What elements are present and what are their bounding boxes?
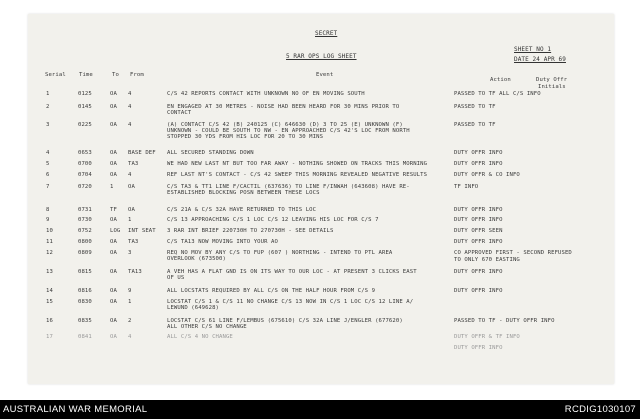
- log-action-line: DUTY OFFR INFO: [454, 269, 503, 275]
- log-action-line: DUTY OFFR INFO: [454, 288, 503, 294]
- log-serial: 3: [46, 122, 50, 128]
- log-time: 0816: [78, 288, 92, 294]
- log-serial: 1: [46, 91, 50, 97]
- log-event-line: OF US: [167, 275, 185, 282]
- log-event-line: STOPPED 30 YDS FROM HIS LOC FOR 20 TO 30 MINS: [167, 134, 324, 141]
- log-to: LOG: [110, 228, 121, 234]
- log-action-line: DUTY OFFR & CO INFO: [454, 172, 520, 178]
- log-from: 3: [128, 250, 132, 256]
- log-time: 0720: [78, 184, 92, 190]
- log-time: 0835: [78, 318, 92, 324]
- log-event-line: (A) CONTACT C/S 42 (B) 240125 (C) 646630 (D) 3 TO 25 (E) UNKNOWN (F): [167, 122, 403, 128]
- log-time: 0145: [78, 104, 92, 110]
- log-action-line: DUTY OFFR INFO: [454, 207, 503, 213]
- log-action-line: DUTY OFFR INFO: [454, 150, 503, 156]
- log-serial: 5: [46, 161, 50, 167]
- log-from: TA3: [128, 161, 139, 167]
- log-action-line: PASSED TO TF - DUTY OFFR INFO: [454, 318, 555, 324]
- log-from: 1: [128, 299, 132, 305]
- log-to: OA: [110, 299, 117, 305]
- log-from: OA: [128, 207, 135, 213]
- classification-heading: SECRET: [315, 30, 338, 37]
- log-event-line: ESTABLISHED BLOCKING POSN BETWEEN THESE LOCS: [167, 190, 320, 197]
- log-action-line: DUTY OFFR INFO: [454, 239, 503, 245]
- log-action-line: DUTY OFFR INFO: [454, 161, 503, 167]
- log-from: 4: [128, 91, 132, 97]
- log-event-line: C/S TA3 & TT1 LINE F/CACTIL (637636) TO LINE F/INWAH (643608) HAVE RE-: [167, 184, 410, 190]
- log-to: OA: [110, 91, 117, 97]
- log-action-line: PASSED TO TF: [454, 104, 496, 110]
- col-header-duty-offr: Duty Offr: [536, 77, 568, 83]
- log-sheet-page: [28, 14, 614, 384]
- log-from: TA13: [128, 269, 142, 275]
- col-header-event: Event: [316, 72, 334, 78]
- log-to: OA: [110, 318, 117, 324]
- log-event-line: A VEH HAS A FLAT GND IS ON ITS WAY TO OUR LOC - AT PRESENT 3 CLICKS EAST: [167, 269, 417, 275]
- footer-bar: [0, 400, 640, 419]
- log-serial: 11: [46, 239, 53, 245]
- footer-record-id: RCDIG1030107: [564, 404, 636, 415]
- log-from: 4: [128, 104, 132, 110]
- log-serial: 9: [46, 217, 50, 223]
- log-time: 0730: [78, 217, 92, 223]
- log-time: 0731: [78, 207, 92, 213]
- log-time: 0653: [78, 150, 92, 156]
- col-header-to: To: [112, 72, 119, 78]
- log-action-line: TO ONLY 670 EASTING: [454, 257, 520, 263]
- log-event-line: 3 RAR INT BRIEF 220730H TO 270730H - SEE DETAILS: [167, 228, 334, 234]
- log-event-line: CONTACT: [167, 110, 192, 117]
- log-time: 0704: [78, 172, 92, 178]
- sheet-title: 5 RAR OPS LOG SHEET: [286, 53, 357, 60]
- log-action-line: DUTY OFFR INFO: [454, 345, 503, 351]
- log-time: 0809: [78, 250, 92, 256]
- log-event-line: WE HAD NEW LAST NT BUT TOO FAR AWAY - NOTHING SHOWED ON TRACKS THIS MORNING: [167, 161, 428, 167]
- log-to: OA: [110, 104, 117, 110]
- log-from: INT SEAT: [128, 228, 156, 234]
- log-event-line: C/S TA13 NOW MOVING INTO YOUR AO: [167, 239, 278, 245]
- log-to: 1: [110, 184, 114, 190]
- log-action-line: DUTY OFFR SEEN: [454, 228, 503, 234]
- log-to: OA: [110, 161, 117, 167]
- sheet-date: DATE 24 APR 69: [514, 56, 566, 63]
- log-to: OA: [110, 122, 117, 128]
- log-action-line: CO APPROVED FIRST - SECOND REFUSED: [454, 250, 572, 256]
- log-from: 2: [128, 318, 132, 324]
- log-from: BASE DEF: [128, 150, 156, 156]
- log-from: 4: [128, 122, 132, 128]
- col-header-action: Action: [490, 77, 511, 83]
- log-serial: 4: [46, 150, 50, 156]
- log-to: OA: [110, 250, 117, 256]
- log-time: 0830: [78, 299, 92, 305]
- log-time: 0125: [78, 91, 92, 97]
- log-event-line: ALL OTHER C/S NO CHANGE: [167, 324, 247, 331]
- log-event-line: REQ NO MOV BY ANY C/S TO FUP (607 ) NORTHING - INTEND TO PTL AREA: [167, 250, 393, 256]
- log-serial: 12: [46, 250, 53, 256]
- log-action-line: PASSED TO TF ALL C/S INFO: [454, 91, 541, 97]
- col-header-serial: Serial: [45, 72, 66, 78]
- footer-archive-name: AUSTRALIAN WAR MEMORIAL: [3, 404, 148, 415]
- log-serial: 2: [46, 104, 50, 110]
- log-serial: 14: [46, 288, 53, 294]
- log-to: OA: [110, 288, 117, 294]
- log-serial: 10: [46, 228, 53, 234]
- log-event-line: LOCSTAT C/S 1 & C/S 11 NO CHANGE C/S 13 NOW IN C/S 1 LOC C/S 12 LINE A/: [167, 299, 414, 305]
- log-time: 0700: [78, 161, 92, 167]
- log-action-line: TF INFO: [454, 184, 479, 190]
- log-time: 0800: [78, 239, 92, 245]
- log-action-line: DUTY OFFR INFO: [454, 217, 503, 223]
- log-to: OA: [110, 334, 117, 340]
- log-event-line: LEWUND (649628): [167, 305, 220, 312]
- log-to: OA: [110, 217, 117, 223]
- col-header-initials: Initials: [538, 84, 566, 90]
- log-action-line: DUTY OFFR & TF INFO: [454, 334, 520, 340]
- log-serial: 6: [46, 172, 50, 178]
- log-from: 1: [128, 217, 132, 223]
- log-serial: 13: [46, 269, 53, 275]
- log-event-line: EN ENGAGED AT 30 METRES - NOISE HAD BEEN HEARD FOR 30 MINS PRIOR TO: [167, 104, 400, 110]
- log-to: OA: [110, 150, 117, 156]
- log-event-line: ALL LOCSTATS REQUIRED BY ALL C/S ON THE HALF HOUR FROM C/S 9: [167, 288, 376, 294]
- log-serial: 16: [46, 318, 53, 324]
- log-serial: 8: [46, 207, 50, 213]
- sheet-number: SHEET NO 1: [514, 46, 552, 53]
- log-event-line: ALL C/S 4 NO CHANGE: [167, 334, 233, 340]
- log-from: OA: [128, 184, 135, 190]
- log-time: 0752: [78, 228, 92, 234]
- log-from: TA3: [128, 239, 139, 245]
- log-from: 4: [128, 334, 132, 340]
- log-serial: 7: [46, 184, 50, 190]
- log-action-line: PASSED TO TF: [454, 122, 496, 128]
- log-event-line: C/S 13 APPROACHING C/S 1 LOC C/S 12 LEAVING HIS LOC FOR C/S 7: [167, 217, 379, 223]
- log-event-line: REF LAST NT'S CONTACT - C/S 42 SWEEP THIS MORNING REVEALED NEGATIVE RESULTS: [167, 172, 428, 178]
- log-event-line: ALL SECURED STANDING DOWN: [167, 150, 254, 156]
- col-header-from: From: [130, 72, 144, 78]
- log-to: OA: [110, 239, 117, 245]
- log-event-line: UNKNOWN - COULD BE SOUTH TO NW - EN APPROACHED C/S 42'S LOC FROM NORTH: [167, 128, 410, 135]
- log-event-line: OVERLOOK (673500): [167, 256, 226, 263]
- log-to: OA: [110, 269, 117, 275]
- log-to: OA: [110, 172, 117, 178]
- log-to: TF: [110, 207, 117, 213]
- log-time: 0225: [78, 122, 92, 128]
- log-event-line: LOCSTAT C/S 61 LINE F/LEMBUS (675610) C/S 32A LINE J/ENGLER (677620): [167, 318, 403, 324]
- log-serial: 15: [46, 299, 53, 305]
- log-from: 4: [128, 172, 132, 178]
- log-time: 0815: [78, 269, 92, 275]
- log-from: 9: [128, 288, 132, 294]
- log-event-line: C/S 21A & C/S 32A HAVE RETURNED TO THIS LOC: [167, 207, 317, 213]
- col-header-time: Time: [79, 72, 93, 78]
- log-time: 0841: [78, 334, 92, 340]
- log-serial: 17: [46, 334, 53, 340]
- log-event-line: C/S 42 REPORTS CONTACT WITH UNKNOWN NO OF EN MOVING SOUTH: [167, 91, 365, 97]
